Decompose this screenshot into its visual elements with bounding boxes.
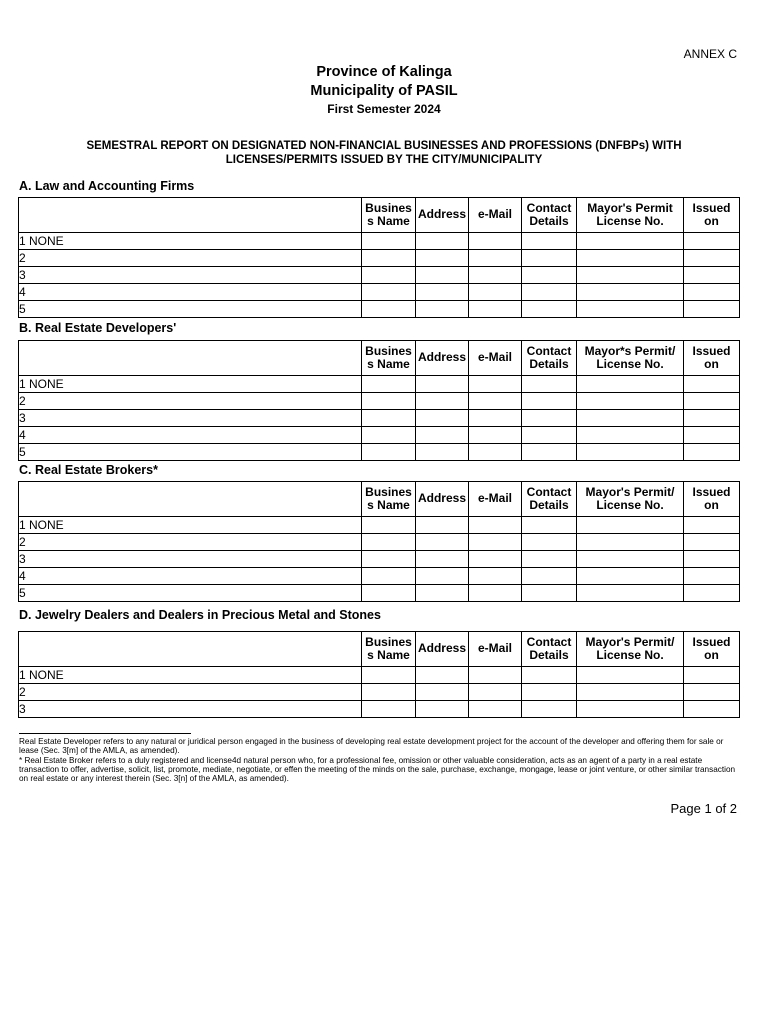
report-title-line1: SEMESTRAL REPORT ON DESIGNATED NON-FINANCIAL BUSINESSES AND PROFESSIONS (DNFBPs) WITH [86,140,682,152]
col-business-name: Busines s Name [362,632,416,667]
semester-heading: First Semester 2024 [327,102,441,116]
table-row [19,517,740,534]
section-title-d: D. Jewelry Dealers and Dealers in Precious Metal and Stones [19,608,381,622]
row-label: 4 [19,568,362,585]
col-contact: Contact Details [522,632,577,667]
col-contact: Contact Details [522,198,577,233]
row-label: 3 [19,267,362,284]
footnote-divider [19,733,191,734]
table-row [19,534,740,551]
header-blank [19,632,362,667]
header-blank [19,198,362,233]
col-permit: Mayor*s Permit/ License No. [577,341,684,376]
table-header-row [19,341,740,376]
table-section-a [18,197,740,318]
col-email: e-Mail [469,632,522,667]
table-row [19,250,740,267]
row-label: 5 [19,444,362,461]
row-label: 1 NONE [19,667,362,684]
header-blank [19,341,362,376]
table-section-d [18,631,740,718]
col-business-name: Busines s Name [362,482,416,517]
row-label: 2 [19,684,362,701]
col-address: Address [416,632,469,667]
table-row [19,393,740,410]
footnote-broker: * Real Estate Broker refers to a duly registered and license4d natural person who, for a professional fee, omission or other valuable consideration, acts as an agent of a party in a real estate transaction to offer, advertise, solicit, list, promote, mediate, negotiate, or effen the meeting of the minds on the sale, purchase, exchange, mongage, lease or joint venture, or other similar transaction on real estate or any interest therein (Sec. 3[n] of the AMLA, as amended). [19,756,736,783]
table-row [19,568,740,585]
col-issued: Issued on [684,341,740,376]
section-title-a: A. Law and Accounting Firms [19,179,195,193]
row-label: 5 [19,301,362,318]
report-title [40,139,728,167]
table-row [19,684,740,701]
header-blank [19,482,362,517]
row-label: 2 [19,393,362,410]
table-section-c [18,481,740,602]
table-row [19,267,740,284]
row-label: 4 [19,427,362,444]
col-issued: Issued on [684,198,740,233]
report-title-line2: LICENSES/PERMITS ISSUED BY THE CITY/MUNICIPALITY [225,154,543,166]
section-title-c: C. Real Estate Brokers* [19,463,158,477]
footnote-developer: Real Estate Developer refers to any natural or juridical person engaged in the business of developing real estate development project for the account of the developer and offering them for sale or lease (Sec. 3[m] of the AMLA, as amended). [19,737,724,755]
col-contact: Contact Details [522,482,577,517]
col-email: e-Mail [469,198,522,233]
col-issued: Issued on [684,632,740,667]
table-row [19,551,740,568]
row-label: 2 [19,534,362,551]
row-label: 4 [19,284,362,301]
table-row [19,284,740,301]
row-label: 5 [19,585,362,602]
col-address: Address [416,198,469,233]
col-permit: Mayor's Permit/ License No. [577,482,684,517]
table-row [19,376,740,393]
table-row [19,701,740,718]
row-label: 1 NONE [19,233,362,250]
annex-label: ANNEX C [683,47,737,61]
col-email: e-Mail [469,341,522,376]
row-label: 3 [19,701,362,718]
province-heading: Province of Kalinga [316,64,452,80]
table-header-row [19,482,740,517]
col-permit: Mayor's Permit License No. [577,198,684,233]
table-row [19,427,740,444]
col-issued: Issued on [684,482,740,517]
table-row [19,410,740,427]
table-header-row [19,632,740,667]
col-contact: Contact Details [522,341,577,376]
row-label: 1 NONE [19,376,362,393]
col-permit: Mayor's Permit/ License No. [577,632,684,667]
table-row [19,301,740,318]
col-address: Address [416,482,469,517]
col-address: Address [416,341,469,376]
table-row [19,233,740,250]
section-title-b: B. Real Estate Developers' [19,321,177,335]
row-label: 3 [19,410,362,427]
page-number: Page 1 of 2 [670,801,737,816]
row-label: 1 NONE [19,517,362,534]
row-label: 2 [19,250,362,267]
col-business-name: Busines s Name [362,341,416,376]
table-section-b [18,340,740,461]
table-row [19,667,740,684]
table-row [19,585,740,602]
row-label: 3 [19,551,362,568]
col-email: e-Mail [469,482,522,517]
table-header-row [19,198,740,233]
municipality-heading: Municipality of PASIL [310,83,458,99]
col-business-name: Busines s Name [362,198,416,233]
table-row [19,444,740,461]
